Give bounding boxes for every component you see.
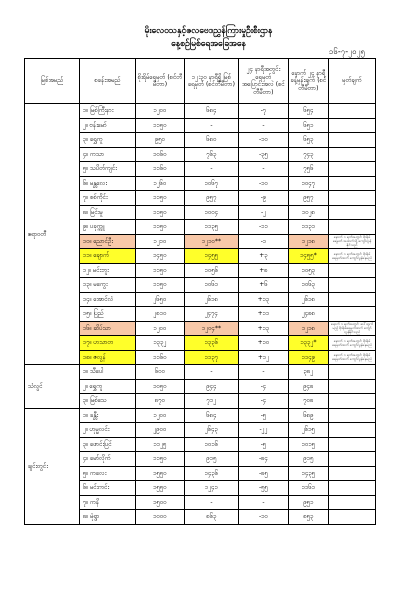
forecast-level: ၆၅၃ — [289, 133, 329, 148]
forecast-level: ၁၀၁၅ — [289, 437, 329, 452]
station-name: ၁၈။ ဇလွန် — [80, 350, 136, 365]
current-level: - — [185, 118, 239, 133]
danger-level: ၂၉၀၀ — [136, 423, 185, 438]
level-change: +၁၃ — [239, 321, 289, 336]
agency-title: မိုးလေဝသနှင့်ဇလဗေဒညွှန်ကြားမှုဦးစီးဌာန — [144, 26, 273, 36]
station-name: ၂။ ရွှေကူ — [80, 379, 136, 394]
forecast-level: ၉၄၈ — [289, 379, 329, 394]
remark: နောက် ၁ ရက်အတွင်း စိုးရိမ်ရေမှတ်ထက် ကျော်လွန်နေမည် — [329, 350, 376, 365]
danger-level: ၁၅၅၀ — [136, 466, 185, 481]
danger-level: ၁၂၀၀ — [136, 104, 185, 119]
remark — [329, 278, 376, 293]
station-name: ၄။ မော်လိုက် — [80, 452, 136, 467]
current-level: ၁၂၀၄** — [185, 321, 239, 336]
current-level: ၁၂၁၀** — [185, 234, 239, 249]
station-name: ၉။ ပခုက္ကူ — [80, 220, 136, 235]
level-change: -၁ — [239, 234, 289, 249]
level-change: -၅ — [239, 437, 289, 452]
station-name: ၂။ ဗန်းမော် — [80, 118, 136, 133]
station-name: ၁၃။ မကွေး — [80, 278, 136, 293]
danger-level: ၁၄၅၀ — [136, 249, 185, 264]
level-change: - — [239, 162, 289, 177]
forecast-level: ၉၅၁ — [289, 495, 329, 510]
current-level: ၁၁၃၅ — [185, 220, 239, 235]
forecast-level: ၁၀၆၃ — [289, 278, 329, 293]
level-change: -၂၂ — [239, 423, 289, 438]
forecast-level: ၁၃၃၂* — [289, 336, 329, 351]
forecast-level: ၁၀၄၇ — [289, 176, 329, 191]
level-change: - — [239, 118, 289, 133]
danger-level: ၈၇၀ — [136, 394, 185, 409]
danger-level: ၁၁၅၀ — [136, 220, 185, 235]
forecast-level: ၇၄၃ — [289, 147, 329, 162]
remark — [329, 394, 376, 409]
danger-level: ၉၅၀ — [136, 133, 185, 148]
col-danger-level: စိုးရိမ်ရေမှတ် (စင်တီမီတာ) — [136, 59, 185, 104]
remark — [329, 408, 376, 423]
col-current-level: ၁၂:၃၀ နာရီရှိ မြစ်ရေမှတ် (စင်တီမီတာ) — [185, 59, 239, 104]
remark — [329, 423, 376, 438]
level-change: -၁၁ — [239, 220, 289, 235]
current-level: ၁၁၃၇ — [185, 350, 239, 365]
station-name: ၇။ စစ်ကိုင်း — [80, 191, 136, 206]
current-level: ၁၀၀၄ — [185, 205, 239, 220]
station-name: ၃။ မြစ်သေ — [80, 394, 136, 409]
col-change: ၂၄ နာရီအတွင်း ရေမှတ်အပြောင်းအလဲ (စင်တီမီတာ) — [239, 59, 289, 104]
remark — [329, 292, 376, 307]
station-name: ၁၄။ အောင်လံ — [80, 292, 136, 307]
forecast-level: ၆၅၄ — [289, 104, 329, 119]
current-level: ၇၁၂ — [185, 394, 239, 409]
table-row — [25, 104, 376, 119]
current-level: - — [185, 495, 239, 510]
danger-level: ၁၂၁၀ — [136, 234, 185, 249]
current-level: ၁၀၅၆ — [185, 263, 239, 278]
river-name: သံလွင် — [25, 365, 80, 409]
danger-level: ၁၀၆၀ — [136, 147, 185, 162]
current-level: ၇၆၃ — [185, 147, 239, 162]
station-name: ၂။ ဟုမ္မလင်း — [80, 423, 136, 438]
level-change: -၂ — [239, 205, 289, 220]
forecast-level: ၃၈၂ — [289, 365, 329, 380]
remark — [329, 379, 376, 394]
station-name: ၅။ သပိတ်ကျင်း — [80, 162, 136, 177]
current-level: ၆၈၄ — [185, 408, 239, 423]
forecast-level: ၁၄၃၅ — [289, 466, 329, 481]
remark: နောက် ၁ ရက်အတွင်း စိုးရိမ်ရေမှတ် အထက်သို့ ကျော်လွန်နိုင်သည် — [329, 234, 376, 249]
station-name: ၃။ ဖောင်းပြင် — [80, 437, 136, 452]
danger-level: ၁၀၀၀ — [136, 510, 185, 525]
station-name: ၅။ ကလေး — [80, 466, 136, 481]
current-level: - — [185, 162, 239, 177]
station-name: ၁၅။ ပြည် — [80, 307, 136, 322]
station-name: ၁။ မြစ်ကြီးနား — [80, 104, 136, 119]
station-name: ၁။ သီပေါ — [80, 365, 136, 380]
station-name: ၁၀။ ညောင်ဦး — [80, 234, 136, 249]
level-change: - — [239, 495, 289, 510]
remark — [329, 104, 376, 119]
level-change: - — [239, 365, 289, 380]
current-level: ၁၂၄၁ — [185, 481, 239, 496]
current-level: ၁၀၆၁ — [185, 278, 239, 293]
remark — [329, 495, 376, 510]
forecast-level: ၁၂၁၈ — [289, 321, 329, 336]
forecast-level: ၁၁၃၁ — [289, 220, 329, 235]
station-name: ၁၁။ ချောက် — [80, 249, 136, 264]
danger-level: ၂၈၁၀ — [136, 307, 185, 322]
level-change: +၁၀ — [239, 336, 289, 351]
remark: နောက် ၁ ရက်အတွင်း စိုးရိမ်ရေမှတ်ထက် ကျော်လွန်နေမည် — [329, 336, 376, 351]
table-row — [25, 408, 376, 423]
danger-level: ၁၁၆၀ — [136, 350, 185, 365]
level-change: -၃၅ — [239, 147, 289, 162]
current-level: ၉၁၅ — [185, 452, 239, 467]
current-level: - — [185, 365, 239, 380]
table-header-row — [25, 59, 376, 104]
forecast-level: ၂၆၁၅ — [289, 423, 329, 438]
danger-level: ၁၁၅၀ — [136, 452, 185, 467]
current-level: ၁၄၃၆ — [185, 466, 239, 481]
level-change: -၄ — [239, 379, 289, 394]
level-change: +၁၃ — [239, 292, 289, 307]
forecast-level: ၆၈၉ — [289, 408, 329, 423]
level-change: -၁၀ — [239, 133, 289, 148]
remark — [329, 437, 376, 452]
remark — [329, 481, 376, 496]
level-change: +၈ — [239, 263, 289, 278]
danger-level: ၁၂၀၀ — [136, 408, 185, 423]
station-name: ၁၆။ ဆိပ်သာ — [80, 321, 136, 336]
forecast-level: ၉၅၇ — [289, 191, 329, 206]
forecast-level: ၁၂၁၈ — [289, 234, 329, 249]
col-station: စခန်းအမည် — [80, 59, 136, 104]
current-level: ၂၄၇၄ — [185, 307, 239, 322]
col-remark: မှတ်ချက် — [329, 59, 376, 104]
level-change: -၁၀ — [239, 510, 289, 525]
danger-level: ၁၁၅၀ — [136, 118, 185, 133]
danger-level: ၁၁၅၀ — [136, 191, 185, 206]
station-name: ၆။ မန္တလေး — [80, 176, 136, 191]
river-level-table — [24, 58, 376, 525]
current-level: ၁၀၆၇ — [185, 176, 239, 191]
remark — [329, 263, 376, 278]
forecast-level: ၈၅၃ — [289, 510, 329, 525]
forecast-level: ၁၄၅၅* — [289, 249, 329, 264]
danger-level: ၁၅၀၀ — [136, 495, 185, 510]
level-change: +၁၂ — [239, 350, 289, 365]
remark — [329, 162, 376, 177]
remark — [329, 191, 376, 206]
current-level: ၂၆၄၃ — [185, 423, 239, 438]
forecast-level: ၆၅၁ — [289, 118, 329, 133]
level-change: +၃ — [239, 249, 289, 264]
station-name: ၈။ မုံရွာ — [80, 510, 136, 525]
col-forecast: နောက် ၂၄ နာရီ ခန့်မှန်းချက် (စင်တီမီတာ) — [289, 59, 329, 104]
remark — [329, 510, 376, 525]
level-change: -၅၅ — [239, 481, 289, 496]
level-change: -၉ — [239, 191, 289, 206]
danger-level: ၁၅၅၀ — [136, 481, 185, 496]
current-level: ၁၀၁၆ — [185, 437, 239, 452]
forecast-level: ၁၀၂၈ — [289, 205, 329, 220]
current-level: ၂၆၁၈ — [185, 292, 239, 307]
danger-level: ၁၀၅၀ — [136, 379, 185, 394]
current-level: ၁၃၃၆ — [185, 336, 239, 351]
level-change: +၆ — [239, 278, 289, 293]
station-name: ၈။ မြင်းမူ — [80, 205, 136, 220]
station-name: ၇။ ကနိ — [80, 495, 136, 510]
remark — [329, 220, 376, 235]
current-level: ၈၆၃ — [185, 510, 239, 525]
remark — [329, 205, 376, 220]
danger-level: ၁၁၅၀ — [136, 205, 185, 220]
remark — [329, 307, 376, 322]
danger-level: ၂၆၅၀ — [136, 292, 185, 307]
remark — [329, 133, 376, 148]
remark: နောက် ၁ ရက်အတွင်း ပေါ်ထွက်မည့် စိုးရိမ်ရေမှတ်ထက် ကျော်လွန်နိုင်သည် — [329, 321, 376, 336]
current-level: ၉၄၄ — [185, 379, 239, 394]
report-title: နေ့စဉ်မြစ်ရေအခြေအနေ — [171, 39, 246, 49]
river-name: ချင်းတွင်း — [25, 408, 80, 524]
station-name: ၃။ ရွှေကူ — [80, 133, 136, 148]
remark — [329, 452, 376, 467]
station-name: ၁၇။ ဟသာတ — [80, 336, 136, 351]
forecast-level: ၂၆၁၈ — [289, 292, 329, 307]
forecast-level: ၁၁၆၁ — [289, 481, 329, 496]
level-change: -၇ — [239, 104, 289, 119]
level-change: -၄ — [239, 394, 289, 409]
forecast-level: ၁၀၅၃ — [289, 263, 329, 278]
station-name: ၆။ မင်းကင်း — [80, 481, 136, 496]
forecast-level: ၇၀၈ — [289, 394, 329, 409]
table-row — [25, 365, 376, 380]
level-change: +၁၁ — [239, 307, 289, 322]
current-level: ၆၈၀ — [185, 133, 239, 148]
remark — [329, 365, 376, 380]
remark: နောက် ၁ ရက်အတွင်း စိုးရိမ်ရေမှတ်ထက် ကျော်လွန်နေမည် — [329, 249, 376, 264]
danger-level: ၁၂၀၀ — [136, 321, 185, 336]
remark — [329, 466, 376, 481]
river-name: ဧရာဝတီ — [25, 104, 80, 365]
level-change: -၁၀ — [239, 176, 289, 191]
remark — [329, 176, 376, 191]
report-date: ၁၆-၇-၂၀၂၅ — [328, 47, 365, 56]
current-level: ၆၈၄ — [185, 104, 239, 119]
level-change: -၅ — [239, 408, 289, 423]
forecast-level: ၂၄၈၈ — [289, 307, 329, 322]
level-change: -၈၄ — [239, 452, 289, 467]
danger-level: ၁၁၆၀ — [136, 162, 185, 177]
station-name: ၁၂။ မင်းဘူး — [80, 263, 136, 278]
forecast-level: ၁၁၄၉ — [289, 350, 329, 365]
station-name: ၄။ ကသာ — [80, 147, 136, 162]
danger-level: ၁၁၂၅ — [136, 437, 185, 452]
danger-level: ၁၁၅၀ — [136, 263, 185, 278]
forecast-level: ၉၁၅ — [289, 452, 329, 467]
danger-level: ၁၂၆၀ — [136, 176, 185, 191]
current-level: ၉၅၇ — [185, 191, 239, 206]
remark — [329, 118, 376, 133]
remark — [329, 147, 376, 162]
station-name: ၁။ ခန္တီး — [80, 408, 136, 423]
danger-level: ၁၁၅၀ — [136, 278, 185, 293]
current-level: ၁၄၅၅ — [185, 249, 239, 264]
danger-level: ၁၃၃၂ — [136, 336, 185, 351]
danger-level: ၆၀၀ — [136, 365, 185, 380]
level-change: -၈၅ — [239, 466, 289, 481]
forecast-level: ၇၅၆ — [289, 162, 329, 177]
col-river: မြစ်အမည် — [25, 59, 80, 104]
